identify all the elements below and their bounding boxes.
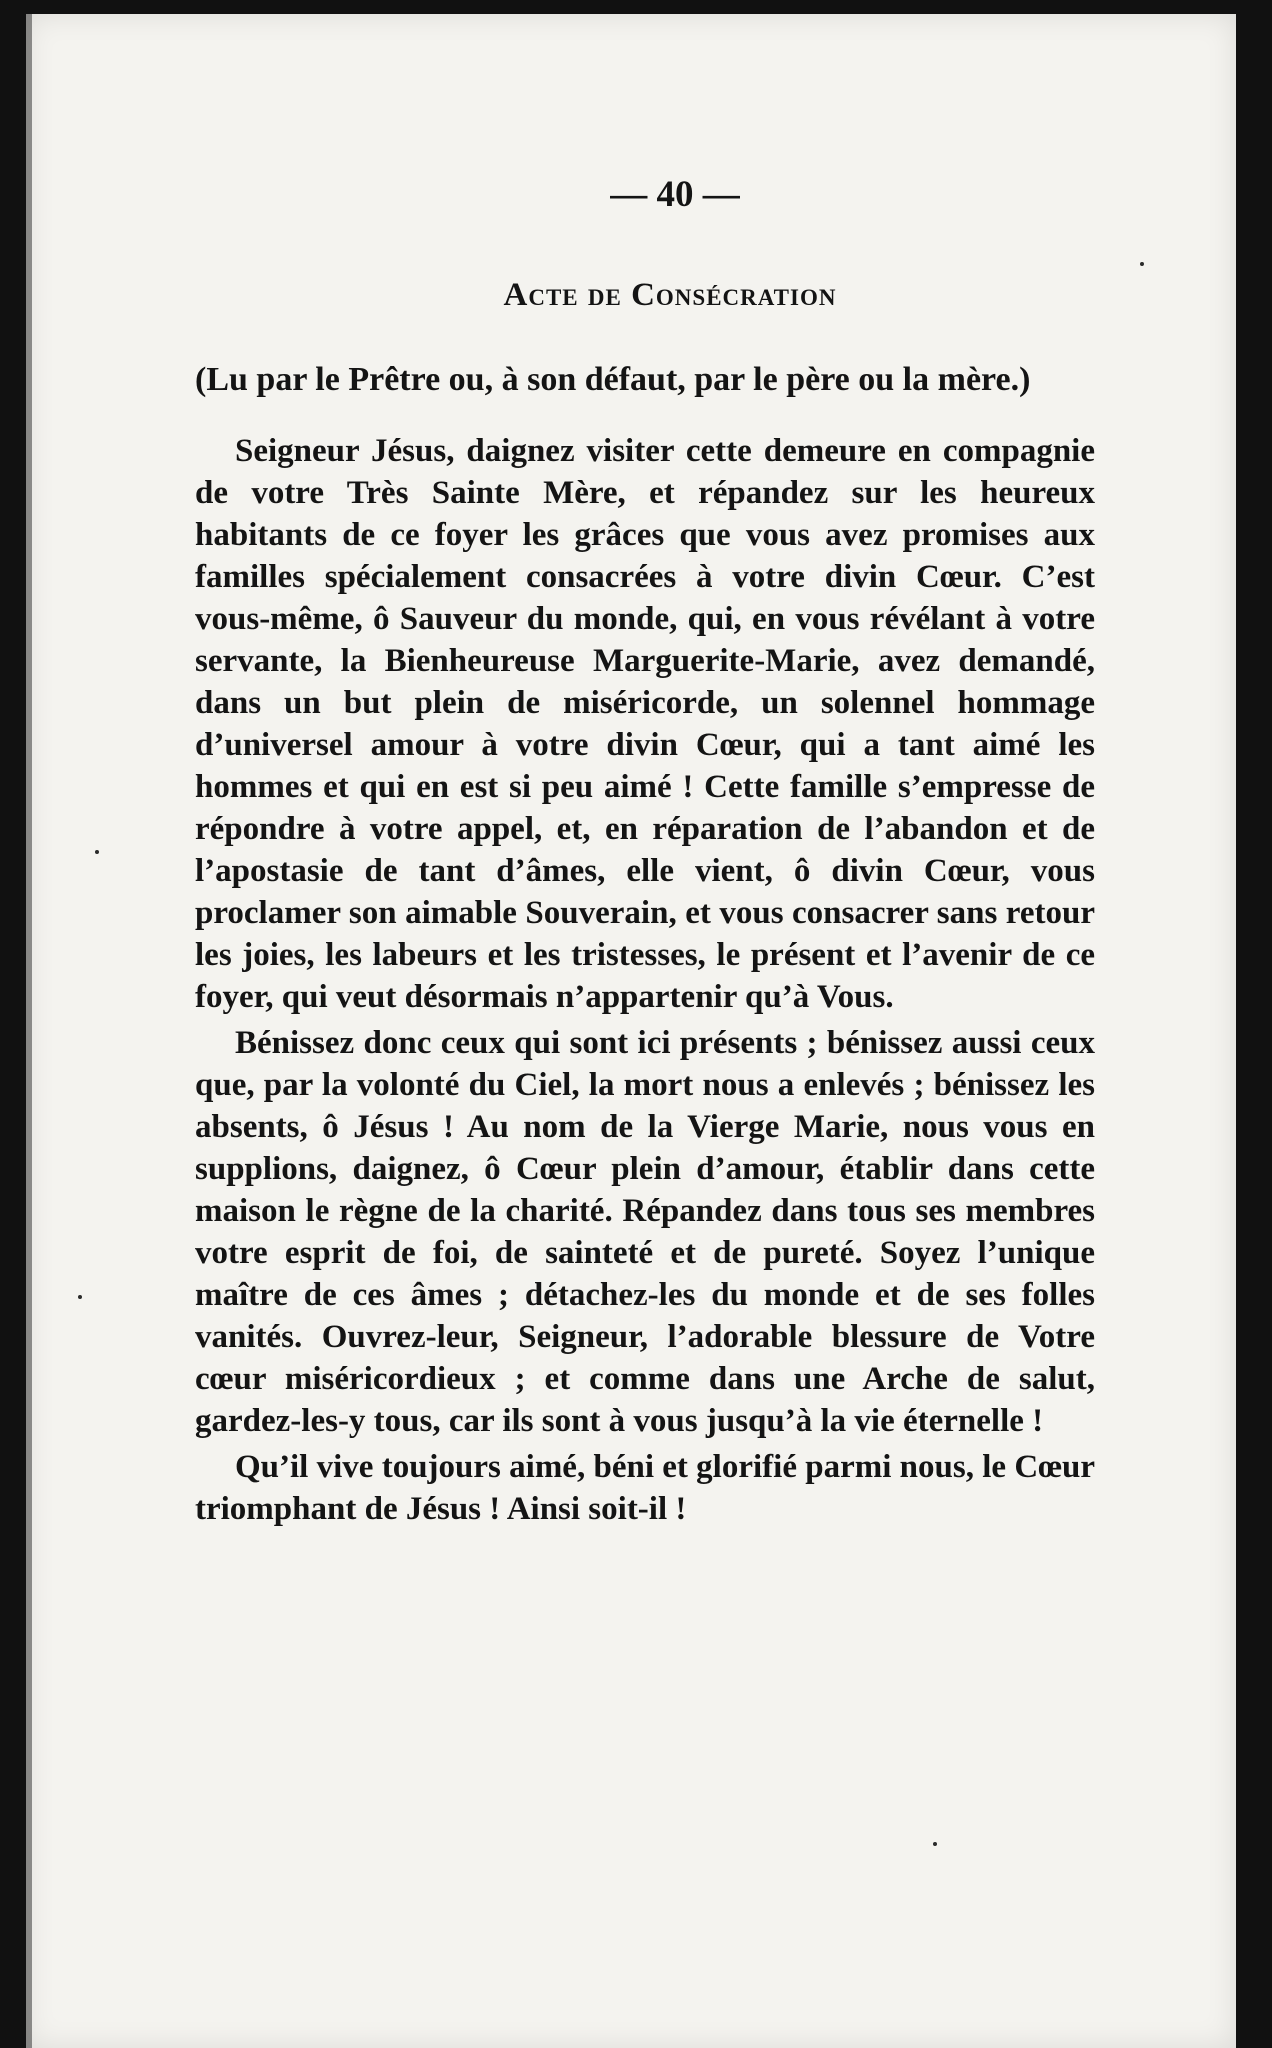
print-speck — [933, 1842, 937, 1846]
page-number: — 40 — — [610, 174, 740, 215]
print-speck — [95, 850, 99, 854]
print-speck — [1140, 262, 1144, 266]
page-title: Acte de Consécration — [503, 277, 837, 313]
page-text — [195, 170, 1095, 1530]
print-speck — [78, 1295, 82, 1299]
page-binding-edge — [26, 14, 32, 2048]
page-subtitle: (Lu par le Prêtre ou, à son défaut, par le père ou la mère.) — [195, 361, 1031, 398]
paragraph-3: Qu’il vive toujours aimé, béni et glorifié parmi nous, le Cœur triomphant de Jésus ! Ainsi soit-il ! — [195, 1449, 1095, 1527]
paragraph-1: Seigneur Jésus, daignez visiter cette demeure en compagnie de votre Très Sainte Mère, et répandez sur les heureux habitants de ce foyer les grâces que vous avez promises aux familles spécialement consacrées à votre divin Cœur. C’est vous-même, ô Sauveur du monde, qui, en vous révélant à votre servante, la Bienheureuse Marguerite-Marie, avez demandé, dans un but plein de miséricorde, un solennel hommage d’universel amour à votre divin Cœur, qui a tant aimé les hommes et qui en est si peu aimé ! Cette famille s’empresse de répondre à votre appel, et, en réparation de l’abandon et de l’apostasie de tant d’âmes, elle vient, ô divin Cœur, vous proclamer son aimable Souverain, et vous consacrer sans retour les joies, les labeurs et les tristesses, le présent et l’avenir de ce foyer, qui veut désormais n’appartenir qu’à Vous. — [195, 433, 1095, 1015]
paragraph-2: Bénissez donc ceux qui sont ici présents ; bénissez aussi ceux que, par la volonté du Ciel, la mort nous a enlevés ; bénissez les absents, ô Jésus ! Au nom de la Vierge Marie, nous vous en supplions, daignez, ô Cœur plein d’amour, établir dans cette maison le règne de la charité. Répandez dans tous ses membres votre esprit de foi, de sainteté et de pureté. Soyez l’unique maître de ces âmes ; détachez-les du monde et de ses folles vanités. Ouvrez-leur, Seigneur, l’adorable blessure de Votre cœur miséricordieux ; et comme dans une Arche de salut, gardez-les-y tous, car ils sont à vous jusqu’à la vie éternelle ! — [195, 1025, 1095, 1439]
